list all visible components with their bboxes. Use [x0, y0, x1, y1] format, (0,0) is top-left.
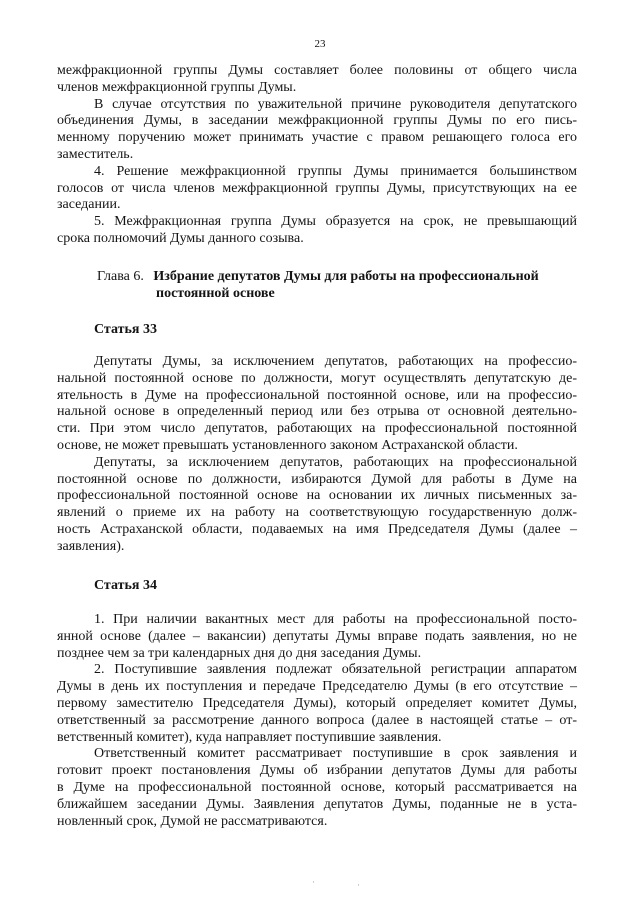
text-line: сти. При этом число депутатов, работающих на профессиональной постоянной [57, 421, 577, 437]
text-line: заседании. [57, 197, 121, 213]
text-line: срока полномочий Думы данного созыва. [57, 230, 304, 246]
text-line: профессиональной постоянной основе на основании их личных письменных за- [57, 488, 577, 504]
text-line: ятельность в Думе на профессиональной постоянной основе, или на профессио- [57, 387, 577, 403]
text-line: менному поручению может принимать участие с правом решающего голоса его [57, 130, 577, 146]
text-line: готовит проект постановления Думы об избрании депутатов Думы для работы [57, 763, 577, 779]
text-line: новленный срок, Думой не рассматриваются. [57, 813, 328, 829]
text-line: основе, не может превышать установленного законом Астраханской области. [57, 437, 518, 453]
article-34-heading: Статья 34 [94, 578, 157, 593]
paragraph-block-1 [57, 63, 577, 248]
article-34-body [57, 612, 577, 830]
text-line: Депутаты Думы, за исключением депутатов, работающих на профессио- [94, 354, 577, 369]
text-line: межфракционной группы Думы составляет более половины от общего числа [57, 63, 577, 78]
chapter-title-line-2: постоянной основе [156, 285, 275, 301]
text-line: нальной основе в определенный период или без отрыва от основной деятельно- [57, 404, 577, 420]
text-line: 4. Решение межфракционной группы Думы принимается большинством [94, 163, 577, 179]
text-line: первому заместителю Председателя Думы), который определяет комитет Думы, [57, 695, 577, 711]
article-33-heading: Статья 33 [94, 322, 157, 337]
text-line: нальной постоянной основе по должности, могут осуществлять депутатскую де- [57, 370, 577, 386]
text-line: заместитель. [57, 146, 134, 162]
text-line: 2. Поступившие заявления подлежат обязательной регистрации аппаратом [94, 662, 577, 678]
text-line: явлений о приеме их на работу на соответствующую государственную долж- [57, 505, 577, 521]
text-line: в Думе на профессиональной постоянной основе, который рассматривается на [57, 779, 577, 795]
page-number: 23 [314, 38, 326, 50]
text-line: Думы в день их поступления и передаче Председателю Думы (в его отсутствие – [57, 679, 577, 695]
scan-mark: · [357, 880, 360, 890]
text-line: членов межфракционной группы Думы. [57, 79, 297, 95]
text-line: заявления). [57, 538, 125, 554]
text-line: голосов от числа членов межфракционной группы Думы, присутствующих на ее [57, 180, 577, 196]
scan-mark: · [312, 877, 315, 887]
text-line: Ответственный комитет рассматривает поступившие в срок заявления и [94, 746, 577, 762]
text-line: ближайшем заседании Думы. Заявления депутатов Думы, поданные не в уста- [57, 796, 577, 812]
chapter-heading [97, 269, 577, 303]
text-line: 1. При наличии вакантных мест для работы на профессиональной посто- [94, 612, 577, 627]
text-line: 5. Межфракционная группа Думы образуется на срок, не превышающий [94, 214, 577, 230]
text-line: постоянной основе по должности, избираются Думой для работы в Думе на [57, 471, 577, 487]
chapter-title-line-1: Избрание депутатов Думы для работы на профессиональной [153, 269, 539, 284]
text-line: объединения Думы, в заседании межфракционной группы Думы по его пись- [57, 113, 577, 129]
text-line: позднее чем за три календарных дня до дня заседания Думы. [57, 645, 422, 661]
text-line: ветственный комитет), куда направляет поступившие заявления. [57, 729, 442, 745]
article-33-body [57, 354, 577, 556]
text-line: янной основе (далее – вакансии) депутаты Думы вправе подать заявления, но не [57, 628, 577, 644]
chapter-label: Глава 6. [97, 269, 144, 284]
text-line: ность Астраханской области, подаваемых на имя Председателя Думы (далее – [57, 521, 577, 537]
text-line: Депутаты, за исключением депутатов, работающих на профессиональной [94, 454, 577, 470]
text-line: ответственный за рассмотрение данного вопроса (далее в настоящей статье – от- [57, 712, 577, 728]
text-line: В случае отсутствия по уважительной причине руководителя депутатского [94, 96, 577, 112]
